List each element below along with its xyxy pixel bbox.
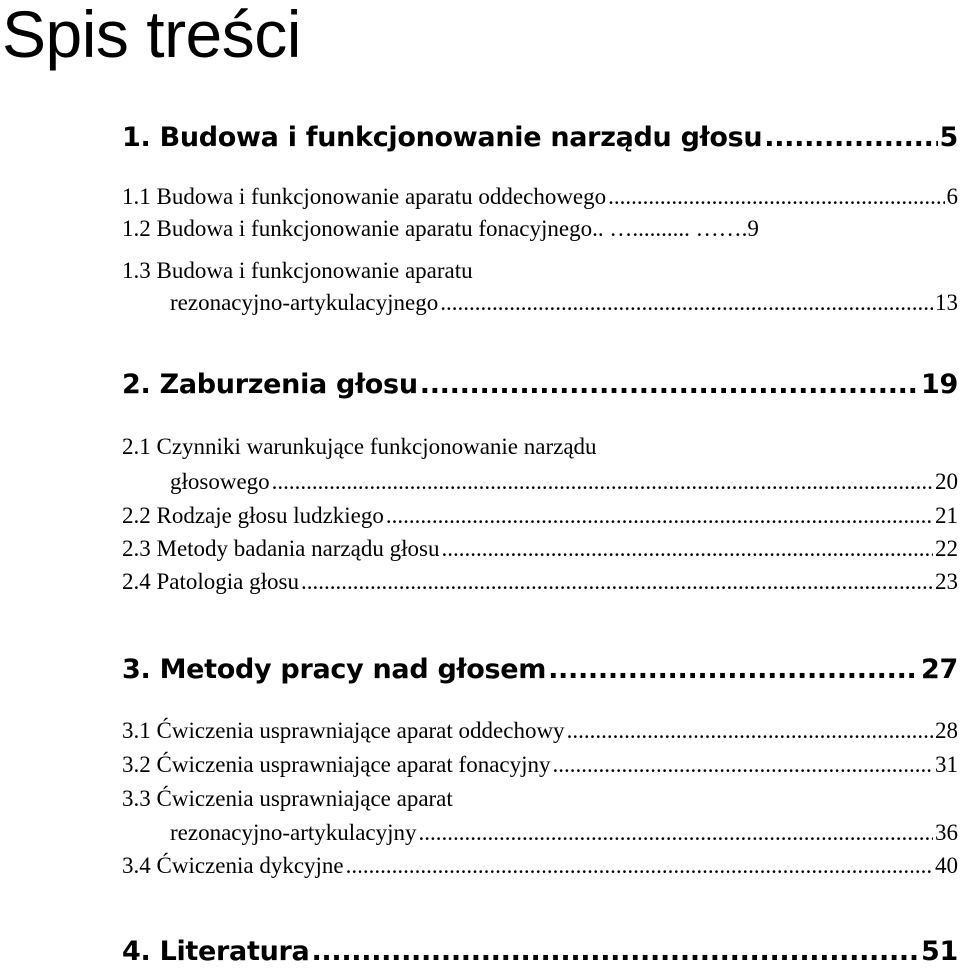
toc-section-4[interactable] bbox=[122, 932, 958, 972]
section-number: 4. bbox=[122, 936, 151, 967]
section-2-label bbox=[122, 365, 418, 405]
entry-text-continued: rezonacyjno-artykulacyjnego bbox=[170, 290, 439, 315]
section-1-label bbox=[122, 118, 762, 158]
toc-entry-1-3[interactable] bbox=[122, 255, 958, 287]
dot-leader bbox=[419, 817, 934, 849]
section-title: Metody pracy nad głosem bbox=[159, 654, 547, 685]
entry-text: 2.2 Rodzaje głosu ludzkiego bbox=[122, 503, 384, 528]
toc-entry-2-3[interactable] bbox=[122, 533, 958, 565]
entry-text: 2.3 Metody badania narządu głosu bbox=[122, 536, 440, 561]
page-number: 6 bbox=[946, 184, 958, 209]
section-3-label bbox=[122, 650, 546, 690]
dot-leader bbox=[548, 650, 919, 690]
entry-text: 1.3 Budowa i funkcjonowanie aparatu bbox=[122, 258, 473, 283]
entry-text: 3.3 Ćwiczenia usprawniające aparat bbox=[122, 786, 453, 811]
dot-leader bbox=[764, 118, 937, 158]
entry-text: 2.4 Patologia głosu bbox=[122, 569, 299, 594]
section-number: 3. bbox=[122, 654, 151, 685]
toc-entry-2-1[interactable] bbox=[122, 431, 958, 463]
page-number: 31 bbox=[935, 752, 958, 777]
section-4-label bbox=[122, 932, 309, 972]
toc-entry-2-4[interactable] bbox=[122, 566, 958, 598]
section-title: Literatura bbox=[159, 936, 310, 967]
section-number: 2. bbox=[122, 369, 151, 400]
entry-text: 3.4 Ćwiczenia dykcyjne bbox=[122, 853, 344, 878]
page-number: 27 bbox=[921, 654, 958, 685]
dot-leader bbox=[386, 500, 933, 532]
toc-entry-1-1[interactable] bbox=[122, 181, 958, 213]
toc-entry-3-2[interactable] bbox=[122, 749, 958, 781]
toc-entry-3-4[interactable] bbox=[122, 850, 958, 882]
page-title: Spis treści bbox=[2, 0, 301, 71]
page-number: 51 bbox=[921, 936, 958, 967]
toc-entry-3-1[interactable] bbox=[122, 715, 958, 747]
dot-leader bbox=[311, 932, 919, 972]
dot-leader bbox=[608, 181, 944, 213]
toc-section-1[interactable] bbox=[122, 118, 958, 158]
entry-text: 2.1 Czynniki warunkujące funkcjonowanie narządu bbox=[122, 434, 597, 459]
page-number: 13 bbox=[935, 290, 958, 315]
entry-text: 3.1 Ćwiczenia usprawniające aparat oddechowy bbox=[122, 718, 565, 743]
toc-entry-1-2[interactable] bbox=[122, 213, 958, 245]
entry-text: 1.1 Budowa i funkcjonowanie aparatu oddechowego bbox=[122, 184, 607, 209]
toc-entry-2-2[interactable] bbox=[122, 500, 958, 532]
dot-leader bbox=[346, 850, 933, 882]
entry-text-continued: rezonacyjno-artykulacyjny bbox=[170, 820, 417, 845]
page-number: 23 bbox=[935, 569, 958, 594]
dot-leader bbox=[567, 715, 933, 747]
page-number: 40 bbox=[935, 853, 958, 878]
toc-entry-1-3-continued[interactable] bbox=[122, 287, 958, 319]
section-title: Zaburzenia głosu bbox=[159, 369, 418, 400]
dot-leader bbox=[440, 287, 933, 319]
page-number: 19 bbox=[921, 369, 958, 400]
dot-leader bbox=[272, 466, 933, 498]
entry-text: 1.2 Budowa i funkcjonowanie aparatu fonacyjnego.. ….......... …….9 bbox=[122, 216, 759, 241]
dot-leader bbox=[301, 566, 933, 598]
page-number: 21 bbox=[935, 503, 958, 528]
toc-entry-3-3[interactable] bbox=[122, 783, 958, 815]
dot-leader bbox=[441, 533, 933, 565]
page-number: 22 bbox=[935, 536, 958, 561]
toc-section-3[interactable] bbox=[122, 650, 958, 690]
toc-entry-2-1-continued[interactable] bbox=[122, 466, 958, 498]
dot-leader bbox=[553, 749, 934, 781]
section-title: Budowa i funkcjonowanie narządu głosu bbox=[159, 122, 763, 153]
toc-entry-3-3-continued[interactable] bbox=[122, 817, 958, 849]
page-number: 36 bbox=[935, 820, 958, 845]
entry-text: 3.2 Ćwiczenia usprawniające aparat fonacyjny bbox=[122, 752, 551, 777]
toc-section-2[interactable] bbox=[122, 365, 958, 405]
page-number: 5 bbox=[939, 122, 958, 153]
entry-text-continued: głosowego bbox=[170, 469, 270, 494]
page-number: 28 bbox=[935, 718, 958, 743]
page-number: 20 bbox=[935, 469, 958, 494]
dot-leader bbox=[420, 365, 919, 405]
section-number: 1. bbox=[122, 122, 151, 153]
